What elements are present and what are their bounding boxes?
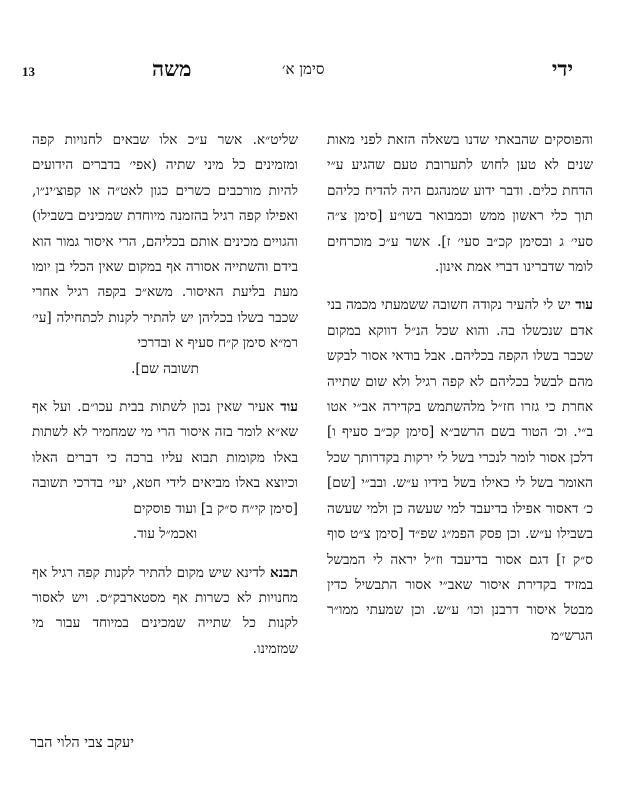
- paragraph-text: אעיר שאין נכון לשתות בבית עכו״ם. ועל אף שא״א לומר בזה איסור הרי מי שמחמיר לא לשתות באלו מקומות תבוא עליו ברכה כי דברים האלו וכיוצא באלו מביאים לידי חטא, יעי׳ בדרכי תשובה [סימן קי״ח ס״ק ב] ועוד פוסקים: [32, 399, 298, 517]
- left-paragraph-2-end: ואכמ״ל עוד.: [132, 526, 198, 543]
- left-paragraph-2: [32, 395, 298, 522]
- siman-label: סימן א׳: [282, 60, 325, 78]
- left-paragraph-1-end: תשובה שם].: [131, 360, 199, 377]
- lead-word: עוד: [575, 297, 593, 314]
- right-paragraph-1: והפוסקים שהבאתי שדנו בשאלה הזאת לפני מאות שנים לא טען לחוש לתערובת טעם שהגיע ע״י הדחת כלים. ודבר ידוע שמנהגם היה להדיח כליהם תוך כלי ראשון ממש וכמבואר בשו״ע [סימן צ״ה סעי׳ ג ובסימן קכ״ב סעי׳ ז]. אשר ע״כ מוכרחים לומר שדברינו דברי אמת אינון.: [327, 132, 593, 276]
- page-number: 13: [22, 64, 35, 79]
- paragraph-text: לדינא שיש מקום להתיר לקנות קפה רגיל אף מחנויות לא כשרות אף מסטארבק״ס. ויש לאסור לקנות כל שתייה שמכינים במיוחד עבור מי שמזמינו.: [32, 564, 298, 657]
- left-column: [32, 128, 298, 662]
- book-title-left: משה: [152, 56, 192, 81]
- lead-word: עוד: [280, 399, 298, 416]
- paragraph-text: יש לי להעיר נקודה חשובה ששמעתי מכמה בני אדם שנכשלו בה. והוא שכל הנ״ל דווקא במקום שכבר בשלו הקפה בכליהם. אבל בודאי אסור לבקש מהם לבשל בכליהם לא קפה רגיל ולא שום שתייה אחרת כי גזרו חז״ל מלהשתמש בקדירה אב״י אטו ב״י. וכ׳ הטור בשם הרשב״א [סימן קכ״ב סעיף ו] דלכן אסור לומר לנכרי בשל לי ירקות בקדרותך שכל האומר בשל לי כאילו בשל בידיו ע״ש. ובב״י [שם] כ׳ דאסור אפילו בדיעבד למי שעשה כן ולמי שעשה בשבילו ע״ש. וכן פסק הפמ״ג שפ״ד [סימן צ״ט סוף ס״ק ז] דגם אסור בדיעבד וז״ל יראה לי המבשל במזיד בקדירת איסור שאב״י אסור התבשיל כדין מבטל איסור דרבנן וכו׳ ע״ש. וכן שמעתי ממו״ר הגרש״מ: [327, 297, 593, 644]
- signature: יעקב צבי הלוי הבר: [30, 735, 135, 751]
- left-paragraph-3: [32, 561, 298, 663]
- book-title-right: ידי: [551, 56, 573, 81]
- left-paragraph-1: שליט״א. אשר ע״כ אלו שבאים לחנויות קפה ומזמינים כל מיני שתיה (אפי׳ בדברים הידועים להיות מורכבים כשרים כגון לאט״ה או קפוצ׳ינ״ו, ואפילו קפה רגיל בהזמנה מיוחדת שמכינים בשבילו) והגויים מכינים אותם בכליהם, הרי איסור גמור הוא בידם והשתייה אסורה אף במקום שאין הכלי בן יומו מעת בליעת האיסור. משא״כ בקפה רגיל אחרי שכבר בשלו בכליהן יש להתיר לקנות לכתחילה [עי׳ רמ״א סימן ק״ח סעיף א ובדרכי: [32, 132, 298, 352]
- page-header: [20, 56, 601, 82]
- lead-word: תבנא: [270, 564, 298, 581]
- right-paragraph-2: [327, 293, 593, 649]
- right-column: [327, 128, 593, 649]
